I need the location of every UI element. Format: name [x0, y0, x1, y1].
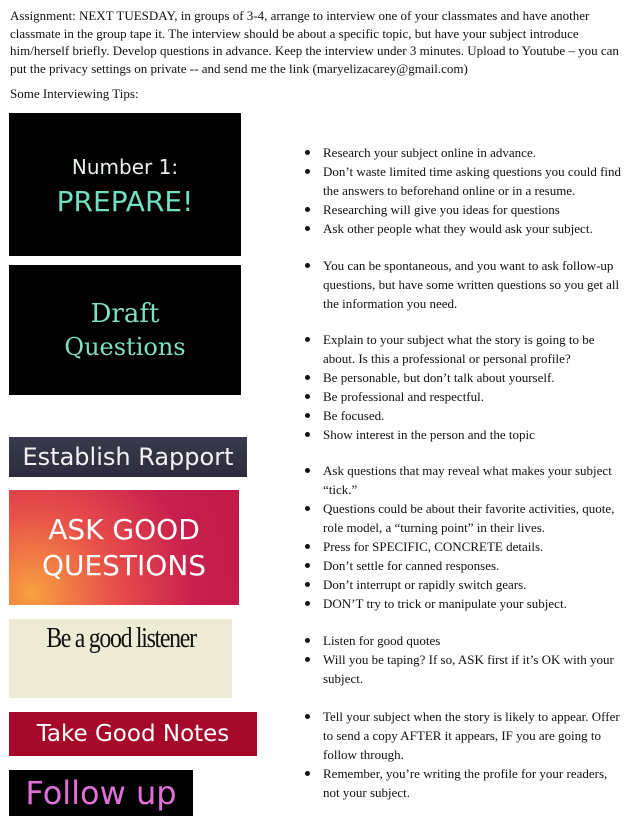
take-good-notes-image: Take Good Notes	[9, 712, 257, 756]
list-item: Don’t waste limited time asking questions you could find the answers to beforehand online or in a resume.	[305, 162, 623, 200]
list-item: Researching will give you ideas for questions	[305, 200, 623, 219]
list-item: Ask questions that may reveal what makes your subject “tick.”	[305, 461, 623, 499]
list-item: Remember, you’re writing the profile for your readers, not your subject.	[305, 764, 623, 802]
list-item: Explain to your subject what the story is going to be about. Is this a professional or personal profile?	[305, 330, 623, 368]
establish-rapport-image: Establish Rapport	[9, 437, 247, 477]
follow-up-image: Follow up	[9, 770, 193, 816]
prepare-line2: PREPARE!	[56, 185, 194, 218]
prepare-image	[9, 113, 241, 256]
list-item: Tell your subject when the story is likely to appear. Offer to send a copy AFTER it appears, IF you are going to follow through.	[305, 707, 623, 764]
list-item: Ask other people what they would ask your subject.	[305, 219, 623, 238]
draft-tips	[305, 256, 623, 313]
listener-text: Be a good listener	[45, 623, 196, 654]
rapport-tips	[305, 330, 623, 444]
list-item: Don’t interrupt or rapidly switch gears.	[305, 575, 623, 594]
prepare-tips	[305, 143, 623, 238]
ask-line1: ASK GOOD	[48, 512, 200, 546]
list-item: Will you be taping? If so, ASK first if it’s OK with your subject.	[305, 650, 623, 688]
draft-questions-image	[9, 265, 241, 395]
draft-line1: Draft	[90, 299, 160, 329]
notes-tips	[305, 707, 623, 802]
list-item: Questions could be about their favorite activities, quote, role model, a “turning point” in their lives.	[305, 499, 623, 537]
assignment-text: Assignment: NEXT TUESDAY, in groups of 3-4, arrange to interview one of your classmates and have another classmate in the group tape it. The interview should be about a specific topic, but have your subject introduce him/herself briefly. Develop questions in advance. Keep the interview under 3 minutes. Upload to Youtube – you can put the privacy settings on private -- and send me the link (maryelizacarey@gmail.com)	[10, 8, 619, 76]
list-item: You can be spontaneous, and you want to ask follow-up questions, but have some written questions so you get all the information you need.	[305, 256, 623, 313]
list-item: Be focused.	[305, 406, 623, 425]
list-item: Be personable, but don’t talk about yourself.	[305, 368, 623, 387]
list-item: Press for SPECIFIC, CONCRETE details.	[305, 537, 623, 556]
tips-heading: Some Interviewing Tips:	[10, 86, 139, 101]
draft-line2: Questions	[64, 333, 186, 361]
list-item: DON’T try to trick or manipulate your subject.	[305, 594, 623, 613]
questions-tips	[305, 461, 623, 613]
list-item: Show interest in the person and the topic	[305, 425, 623, 444]
listener-tips	[305, 631, 623, 688]
list-item: Be professional and respectful.	[305, 387, 623, 406]
ask-good-questions-image	[9, 490, 239, 605]
list-item: Don’t settle for canned responses.	[305, 556, 623, 575]
prepare-line1: Number 1:	[71, 155, 179, 179]
ask-line2: QUESTIONS	[41, 548, 207, 582]
be-a-good-listener-image	[9, 619, 232, 698]
list-item: Research your subject online in advance.	[305, 143, 623, 162]
list-item: Listen for good quotes	[305, 631, 623, 650]
